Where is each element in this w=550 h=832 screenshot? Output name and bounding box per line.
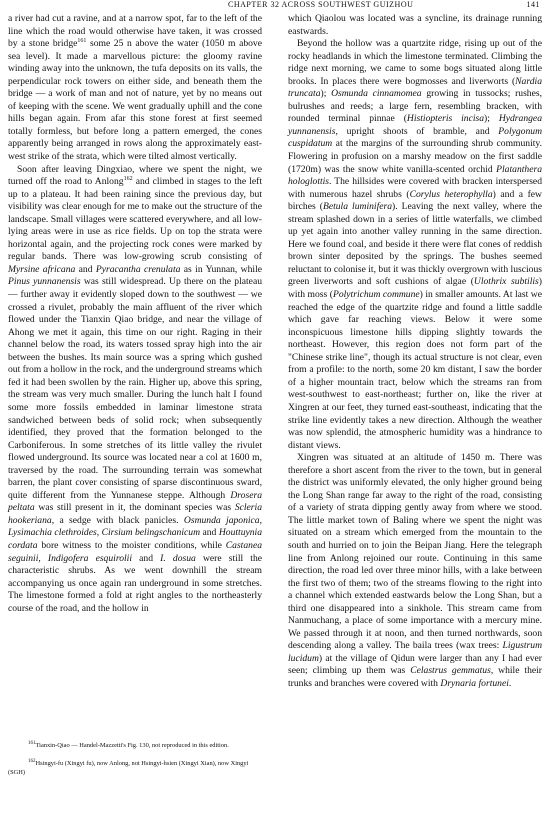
- footnote-162: $^{162}$Hsingyi-fu (Xingyi fu), now Anlong, not Hsingyi-hsien (Xingyi Xian), now Xingyi (SGH): [8, 759, 249, 776]
- left-column: [8, 13, 262, 615]
- footnote-161: $^{161}$Tianxin-Qiao — Handel-Mazzetti's Fig. 130, not reproduced in this edition.: [28, 741, 229, 749]
- footnotes: [8, 741, 262, 786]
- page-number: 141: [526, 0, 540, 9]
- paragraph: Beyond the hollow was a quartzite ridge, rising up out of the rocky headlands in which the limestone terminated. Climbing the ridge next morning, we came to some bogs situated along little brooks. In places there were bogmosses and liverworts (Nardia truncata); Osmunda cinnamomea growing in tussocks; rushes, bulrushes and reeds; a large fern, resembling bracken, with rounded terminal pinnae (Histiopteris incisa); Hydrangea yunnanensis, upright shoots of bramble, and Polygonum cuspidatum at the margins of the surrounding shrub community. Flowering in profusion on a marshy meadow on the first saddle (1720m) was the snow white vanilla-scented orchid Platanthera hologlottis. The hillsides were covered with bracken interspersed with numerous hazel shrubs (Corylus heterophylla) and a few birches (Betula luminifera). Leaving the next valley, where the stream splashed down in a series of little waterfalls, we climbed up yet again into another valley running in the same direction. Here we found coal, and beside it there were flat cones of reddish brown sinter deposited by the springs. The bushes seemed reluctant to colonise it, but it was thickly overgrown with luscious green liverworts and soft cushions of algae (Ulothrix subtilis) with moss (Polytrichum commune) in smaller amounts. At last we reached the edge of the quartzite ridge and found a little saddle which gave far reaching views. Below it were some inconspicuous limestone hills dipping slightly towards the northeast. However, this region does not form part of the "Chinese strike line", though its actual structure is not clear, even from a profile: to the north, some 20 km distant, I saw the border of a higher mountain tract, below which the streams ran from west-southwest to east-northeast; further on, like the river at Xingren at our feet, they turned east-southeast, indicating that the strike line evidently takes a new direction. Although the weather was now splendid, the atmospheric humidity was a hindrance to distant views.: [288, 38, 542, 451]
- paragraph: Xingren was situated at an altitude of 1450 m. There was therefore a short ascent from the river to the town, but in general the district was uniformly elevated, the only higher ground being the Long Shan range far away to the right of the road, consisting of a variety of strata dipping gently away from where we stood. The little market town of Baling where we spent the night was situated on a stream which emerged from the mountain to the south and hurried on to join the Beipan Jiang. Here the telegraph line from Anlong rejoined our route. Continuing in this same direction, the road led over three minor hills, with a lake between the first two of them; two of the streams flowing to the right into a channel which extended eastwards below the Long Shan, but a third one disappeared into a sinkhole. This stream came from Nanmuchang, a place of some importance with a mercury mine. We passed through it at noon, and then turned northwards, soon descending along a valley. The baila trees (wax trees: Ligustrum lucidum) at the village of Qidun were larger than any I had ever seen; climbing up them was Celastrus gemmatus, while their trunks and branches were covered with Drynaria fortunei.: [288, 452, 542, 689]
- paragraph: Soon after leaving Dingxiao, where we spent the night, we turned off the road to Anlong$^{162}$ and climbed in stages to the left up to a plateau. It had been raining since the previous day, but visibility was clear enough for me to make out the structure of the landscape. Small villages were scattered everywhere, and all low-lying areas were in use as rice fields. Up on top the strata were horizontal again, and the projecting rock cones were marked by regular bands. There was low-growing scrub consisting of Myrsine africana and Pyracantha crenulata as in Yunnan, while Pinus yunnanensis was still widespread. Up there on the plateau — further away it evidently sloped down to the southwest — we crossed a rivulet, probably the main affluent of the river which flowed under the Tianxin Qiao bridge, and near the village of Ahong we met it again, this time on our right. Raging in their channel below the road, its waters tossed spray high into the air between the bushes. Its main source was a spring which gushed out from a hollow in the rock, and the underground streams which fed it had been swollen by the rain. Higher up, above this spring, the stream was very much smaller. During the lunch halt I found some more fossils embedded in laminar limestone strata sandwiched between beds of solid rock; when subsequently identified, they proved that the formation belonged to the Carboniferous. In some stretches of its little valley the rivulet flowed underground. Its source was located near a col at 1600 m, traversed by the road. The surrounding terrain was somewhat barren, the plant cover consisting of sparse discontinuous sward, quite different from the Yunnanese steppe. Although Drosera peltata was still present in it, the dominant species was Scleria hookeriana, a sedge with black panicles. Osmunda japonica, Lysimachia clethroides, Cirsium belingschanicum and Houttuynia cordata bore witness to the moister conditions, while Castanea seguinii, Indigofera esquirolii and I. dosua were still the characteristic shrubs. As we went downhill the stream accompanying us once again ran underground in some stretches. The limestone formed a fold at right angles to the northeasterly course of the road, and the hollow in: [8, 163, 263, 614]
- right-column: [288, 13, 542, 691]
- running-head: [6, 0, 544, 11]
- paragraph: which Qiaolou was located was a syncline, its drainage running eastwards.: [288, 13, 542, 37]
- paragraph: a river had cut a ravine, and at a narrow spot, far to the left of the line which the road would otherwise have taken, it was crossed by a stone bridge$^{161}$ some 25 n above the water (1050 m above sea level). It made a marvellous picture: the gloomy ravine winding away into the unknown, the tufa deposits on its valls, the perpendicular rock towers on either side, and beneath them the bridge — a work of man and not of nature, yet by no means out of keeping with the scene. We went gradually uphill and the cone hills began again. From afar this stone forest at first seemed totally formless, but before long a pattern emerged, the cones apparently being arranged in rows along the approximately east-west strike of the strata, which were tilted almost vertically.: [8, 13, 262, 163]
- chapter-title: CHAPTER 32 ACROSS SOUTHWEST GUIZHOU: [228, 0, 414, 9]
- footnote-ref-162[interactable]: 162: [123, 176, 133, 183]
- footnote-ref-161[interactable]: 161: [77, 38, 87, 45]
